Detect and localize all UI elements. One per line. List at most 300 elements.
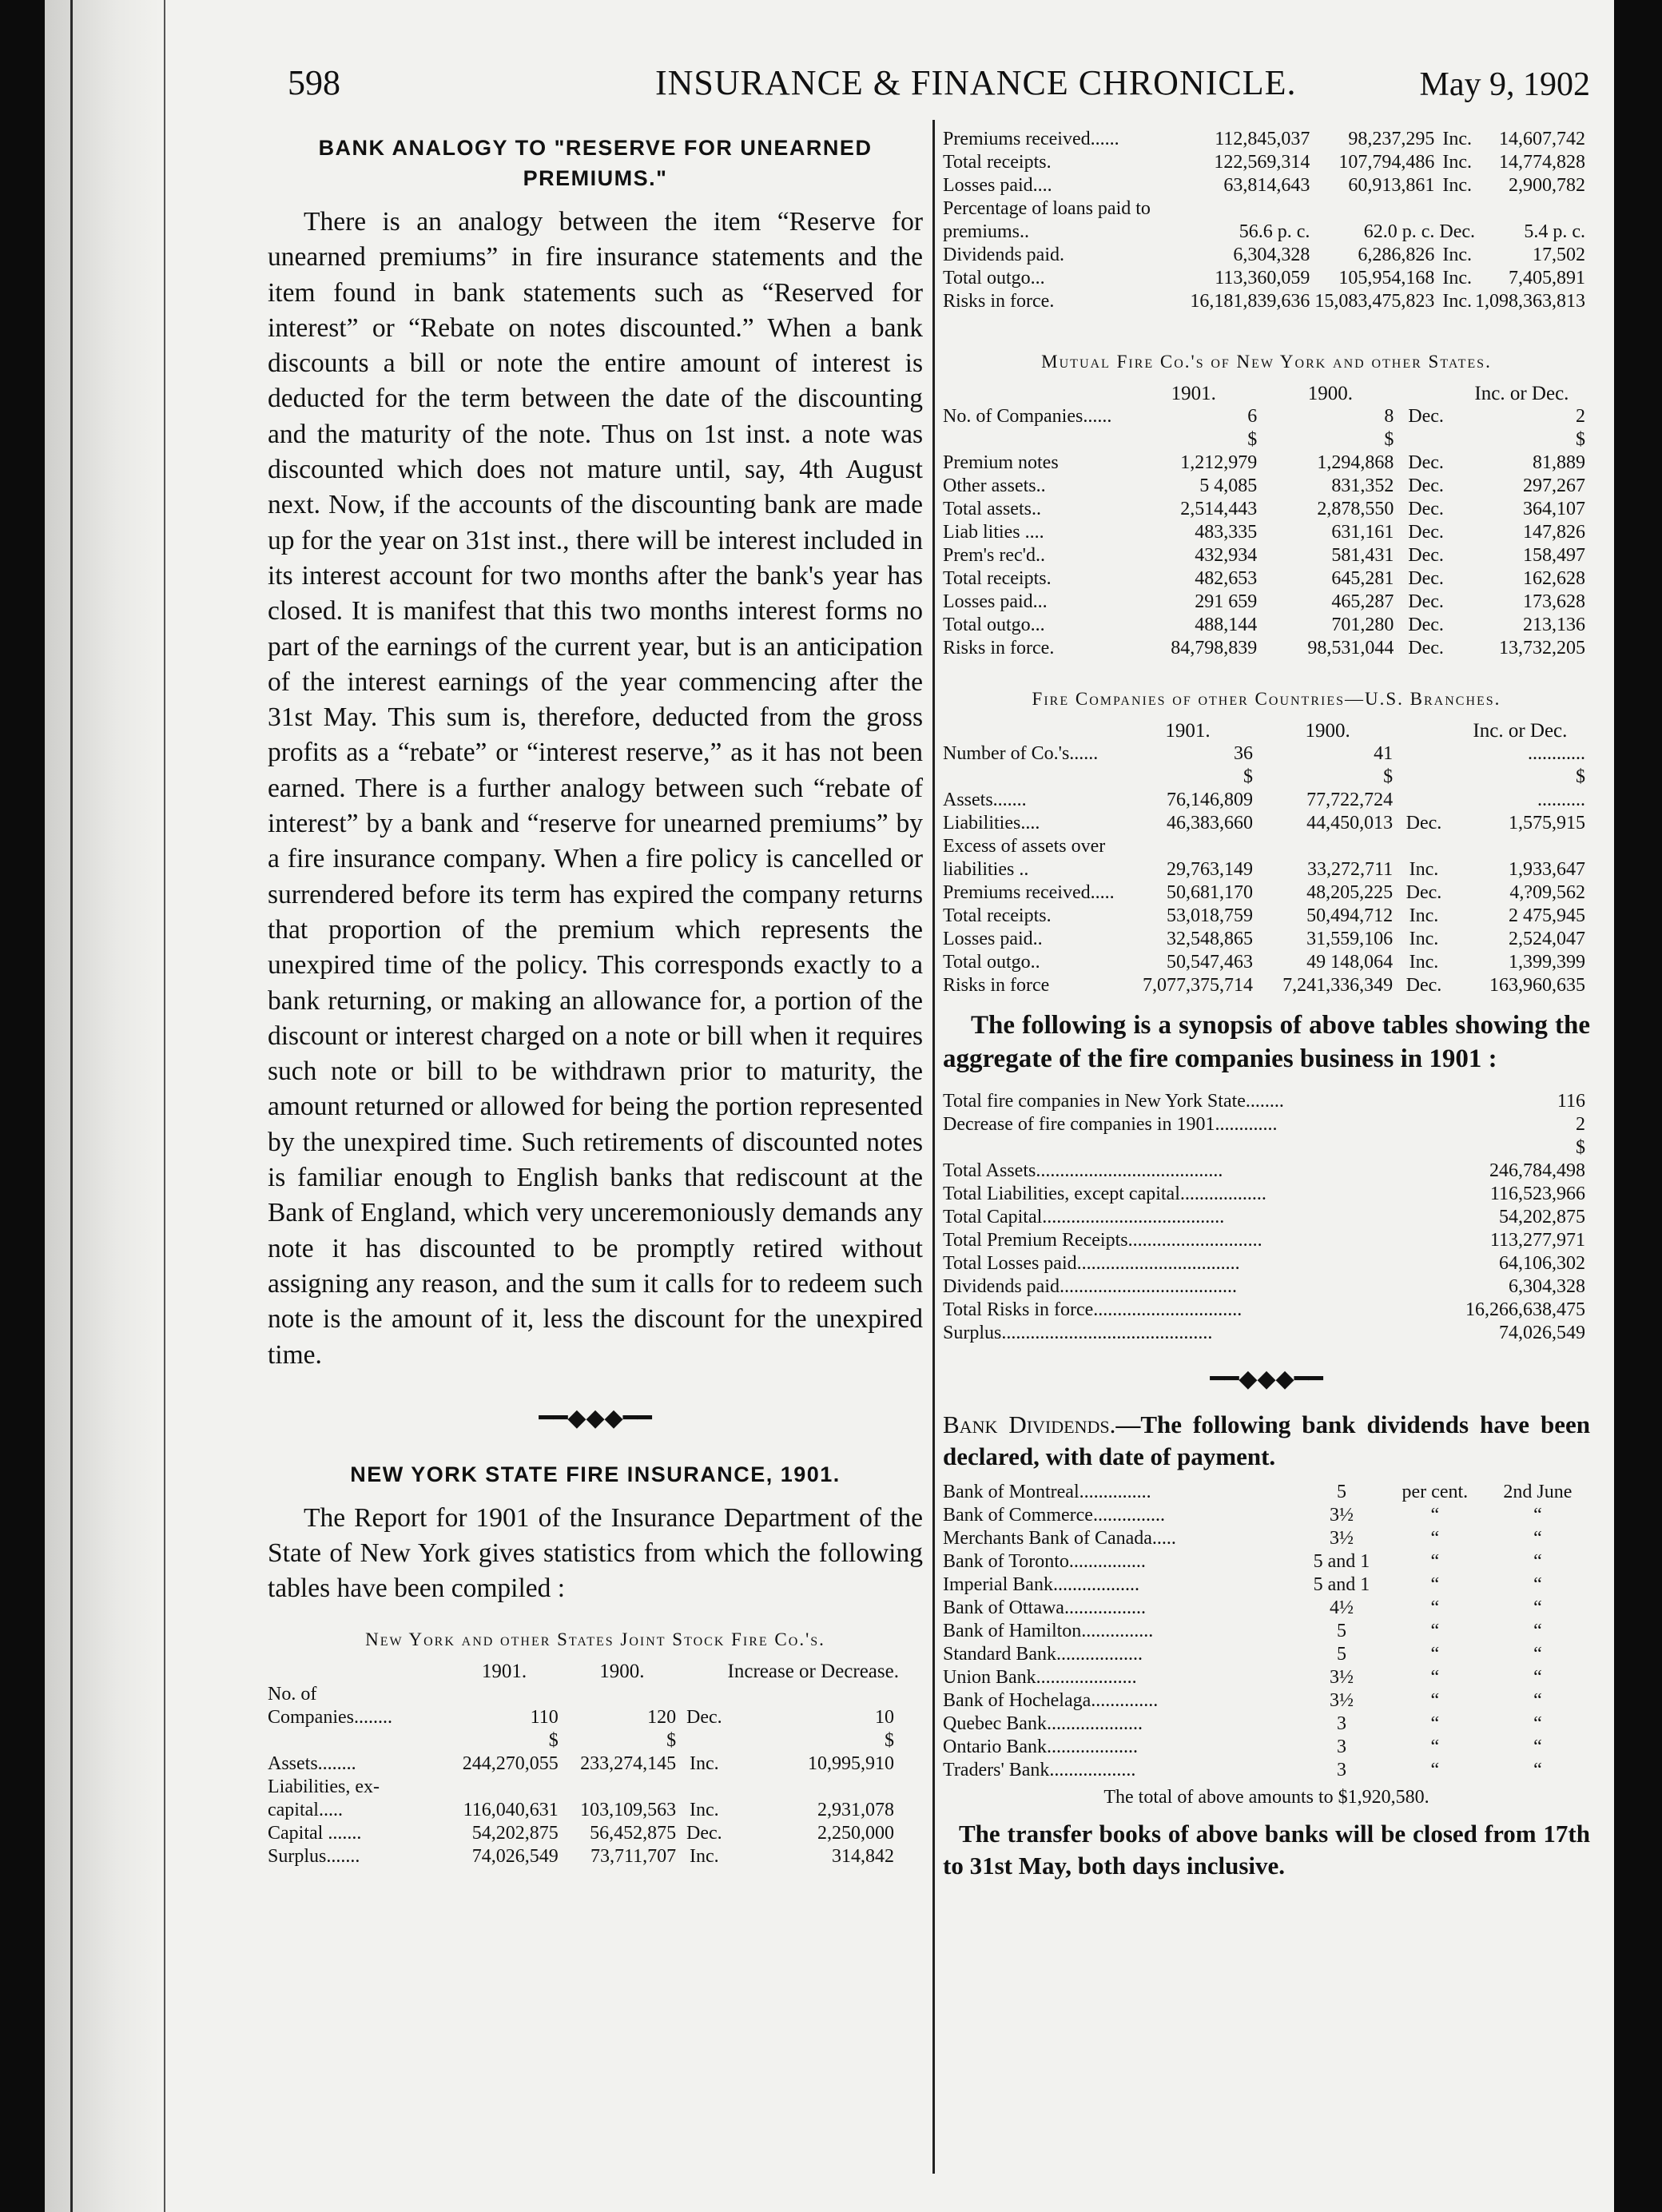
table-cell: Dec. (1408, 591, 1444, 612)
table-cell: “ (1533, 1737, 1542, 1757)
article-heading: NEW YORK STATE FIRE INSURANCE, 1901. (350, 1462, 841, 1486)
table-title: Mutual Fire Co.'s of New York and other States. (1041, 352, 1492, 372)
table-row (943, 1736, 1590, 1759)
row-label: Surplus....... (268, 1845, 360, 1867)
column-header: Increase or Decrease. (727, 1660, 899, 1682)
row-label: Losses paid... (943, 591, 1048, 612)
row-label: Capital ....... (268, 1822, 362, 1844)
table-cell: 14,774,828 (1499, 152, 1585, 173)
table-row (943, 1597, 1590, 1620)
page-binding-edge (0, 0, 45, 2212)
table-cell: “ (1430, 1597, 1440, 1618)
table-cell: 5 (1336, 1644, 1346, 1665)
table-row (943, 1527, 1590, 1550)
table-cell: 3 (1336, 1737, 1346, 1757)
table-cell: 5 and 1 (1313, 1551, 1370, 1572)
table-cell: 831,352 (1331, 475, 1394, 496)
table-cell: .......... (1537, 790, 1585, 810)
table-row (943, 1666, 1590, 1689)
table-title: New York and other States Joint Stock Fire Co.'s. (365, 1629, 825, 1649)
table-row (943, 591, 1590, 614)
table-row (943, 544, 1590, 567)
table-cell: Inc. (1409, 952, 1439, 973)
table-cell (1398, 766, 1450, 789)
table-cell: 364,107 (1523, 499, 1585, 519)
table-row (268, 1683, 899, 1729)
table-row (943, 1183, 1590, 1206)
table-cell: “ (1430, 1505, 1440, 1526)
table-cell: 50,547,463 (1167, 952, 1254, 973)
table-row (943, 1090, 1590, 1113)
table-cell: 32,548,865 (1167, 929, 1254, 949)
table-cell: Inc. (690, 1799, 719, 1820)
column-header: 1900. (1305, 720, 1350, 742)
table-cell: 64,106,302 (1499, 1253, 1585, 1274)
table-cell: 76,146,809 (1167, 790, 1254, 810)
row-label: Total fire companies in New York State........ (943, 1091, 1284, 1112)
row-label: Total Liabilities, except capital.................. (943, 1184, 1266, 1204)
table-row (943, 812, 1590, 835)
table-cell: 5 (1336, 1621, 1346, 1641)
table-row (943, 928, 1590, 951)
table-cell: Dec. (686, 1822, 722, 1844)
table-cell: Dec. (1408, 638, 1444, 658)
dividends-intro (943, 1409, 1590, 1473)
table-cell: 17,502 (1533, 245, 1585, 265)
table-cell: Dec. (1408, 522, 1444, 543)
table-cell: 116 (1557, 1091, 1585, 1112)
table-cell: 297,267 (1523, 475, 1585, 496)
stats-table (268, 1660, 899, 1868)
table-cell: 2,931,078 (817, 1799, 894, 1820)
table-cell (1398, 789, 1450, 812)
table-cell: 84,798,839 (1171, 638, 1258, 658)
column-header (943, 382, 1125, 405)
column-header (1398, 382, 1453, 405)
table-row (268, 1845, 899, 1868)
row-label (943, 766, 1118, 789)
row-label: Bank of Hochelaga.............. (943, 1690, 1159, 1711)
table-cell: 4½ (1329, 1597, 1354, 1618)
table-row (943, 881, 1590, 905)
table-cell: “ (1430, 1551, 1440, 1572)
column-divider (932, 120, 935, 2174)
table-row (943, 1252, 1590, 1275)
table-cell: 1,212,979 (1180, 452, 1258, 473)
row-label: Liab lities .... (943, 522, 1044, 543)
row-label: Standard Bank.................. (943, 1644, 1143, 1665)
right-column (943, 128, 1590, 1882)
table-row (943, 1504, 1590, 1527)
table-cell: “ (1533, 1690, 1542, 1711)
page-number: 598 (288, 63, 340, 102)
table-row (943, 835, 1590, 881)
row-label: Total Premium Receipts............................ (943, 1230, 1262, 1251)
table-cell: “ (1533, 1551, 1542, 1572)
row-label: Bank of Ottawa................. (943, 1597, 1146, 1618)
table-cell: $ (1247, 429, 1258, 450)
table-cell (1398, 742, 1450, 766)
row-label: Assets........ (268, 1752, 356, 1774)
table-cell: 5 4,085 (1199, 475, 1258, 496)
table-row (943, 614, 1590, 637)
table-cell: 291 659 (1195, 591, 1258, 612)
table-row (943, 1160, 1590, 1183)
table-cell: “ (1533, 1760, 1542, 1780)
table-cell: 2,900,782 (1509, 175, 1585, 196)
table-row (268, 1729, 899, 1752)
table-cell: 2,250,000 (817, 1822, 894, 1844)
table-row (943, 742, 1590, 766)
table-row (943, 1550, 1590, 1573)
column-header: Inc. or Dec. (1473, 720, 1568, 742)
column-header: 1900. (1307, 383, 1353, 404)
table-cell: Dec. (686, 1706, 722, 1728)
dividends-table (943, 1481, 1590, 1782)
table-cell: 53,018,759 (1167, 905, 1254, 926)
table-row (268, 1776, 899, 1822)
table-cell: 116,523,966 (1489, 1184, 1585, 1204)
table-row (268, 1822, 899, 1845)
table-cell: 1,399,399 (1509, 952, 1585, 973)
row-label: Total Capital...................................... (943, 1207, 1225, 1227)
row-label: Bank of Commerce............... (943, 1505, 1165, 1526)
table-cell: “ (1430, 1690, 1440, 1711)
row-label: Ontario Bank................... (943, 1737, 1138, 1757)
table-row (943, 521, 1590, 544)
row-label: Surplus............................................ (943, 1323, 1213, 1343)
table-cell: “ (1430, 1644, 1440, 1665)
table-cell: “ (1533, 1574, 1542, 1595)
row-label: Traders' Bank.................. (943, 1760, 1136, 1780)
table-cell: $ (1384, 429, 1394, 450)
table-cell: 213,136 (1523, 615, 1585, 635)
table-cell: Inc. (1409, 929, 1439, 949)
table-cell: $ (666, 1729, 677, 1751)
table-cell: 103,109,563 (580, 1799, 677, 1820)
table-cell: 246,784,498 (1489, 1160, 1585, 1181)
table-cell: “ (1533, 1597, 1542, 1618)
table-cell: 16,266,638,475 (1465, 1299, 1585, 1320)
table-cell: 2,524,047 (1509, 929, 1585, 949)
table-cell: 98,531,044 (1307, 638, 1394, 658)
table-cell: 10 (875, 1706, 894, 1728)
table-cell: “ (1533, 1713, 1542, 1734)
row-label: Quebec Bank.................... (943, 1713, 1143, 1734)
table-cell: 3½ (1329, 1505, 1354, 1526)
table-cell: 116,040,631 (463, 1799, 559, 1820)
table-cell: 488,144 (1195, 615, 1258, 635)
table-cell: Dec. (1439, 221, 1475, 242)
binding-line (70, 0, 73, 2212)
table-cell: $ (1576, 429, 1585, 450)
left-column (268, 128, 923, 1868)
row-label: Total receipts. (943, 905, 1052, 926)
table-cell: 63,814,643 (1223, 175, 1310, 196)
table-row (943, 151, 1590, 174)
table-cell: 113,277,971 (1489, 1230, 1585, 1251)
table-cell: 4,?09,562 (1509, 882, 1585, 903)
table-cell: 44,450,013 (1306, 813, 1394, 833)
table-cell: 483,335 (1195, 522, 1258, 543)
table-row (943, 1299, 1590, 1322)
table-row (943, 174, 1590, 197)
column-header (1398, 719, 1450, 742)
table-cell: Dec. (1408, 545, 1444, 566)
table-cell: 701,280 (1331, 615, 1394, 635)
table-row (943, 1113, 1590, 1136)
table-cell: “ (1533, 1528, 1542, 1549)
table-cell: 314,842 (832, 1845, 894, 1867)
table-cell (681, 1729, 727, 1752)
table-header-row (943, 719, 1590, 742)
table-cell: 3 (1336, 1760, 1346, 1780)
table-cell: “ (1533, 1621, 1542, 1641)
table-cell: 158,497 (1523, 545, 1585, 566)
table-cell: 2 (1576, 406, 1585, 427)
row-label: Total Losses paid.................................. (943, 1253, 1240, 1274)
column-header: 1901. (1171, 383, 1216, 404)
column-header (681, 1660, 727, 1683)
table-cell: 1,575,915 (1509, 813, 1585, 833)
table-cell: 50,494,712 (1306, 905, 1394, 926)
table-row (943, 951, 1590, 974)
table-cell: ............ (1528, 743, 1585, 764)
table-cell: 50,681,170 (1167, 882, 1254, 903)
table-cell: 482,653 (1195, 568, 1258, 589)
table-cell: 49 148,064 (1306, 952, 1394, 973)
table-cell: 16,181,839,636 (1190, 291, 1310, 312)
table-row (943, 290, 1590, 313)
table-cell: 54,202,875 (1499, 1207, 1585, 1227)
row-label: Total outgo.. (943, 952, 1040, 973)
table-cell: 6 (1247, 406, 1258, 427)
table-header-row (268, 1660, 899, 1683)
table-cell: 2,878,550 (1317, 499, 1394, 519)
row-label: Total Assets....................................... (943, 1160, 1223, 1181)
table-cell: $ (548, 1729, 559, 1751)
column-header: 1900. (599, 1660, 645, 1682)
table-cell: Dec. (1408, 406, 1444, 427)
table-cell: Inc. (1442, 291, 1472, 312)
table-row (943, 428, 1590, 452)
table-cell: 3½ (1329, 1667, 1354, 1688)
table-row (943, 766, 1590, 789)
table-cell: 120 (647, 1706, 677, 1728)
table-cell: Inc. (1442, 245, 1472, 265)
table-cell: 147,826 (1523, 522, 1585, 543)
issue-date: May 9, 1902 (1419, 66, 1590, 103)
article-body: There is an analogy between the item “Reserve for unearned premiums” in fire insurance statements and the item found in bank statements such as “Reserved for interest” or “Rebate on notes discounted.” When a bank discounts a bill or note the entire amount of interest is deducted for the term between the date of the discounting and the maturity of the note. Thus on 1st inst. a note was discounted which does not mature until, say, 4th August next. Now, if the accounts of the discounting bank are made up for the year on 31st inst., there will be interest included in its interest account for two months after the bank's year has closed. It is manifest that this two months interest forms no part of the earnings of the current year, but is an anticipation of the interest earnings of the year commencing after the 31st May. This sum is, therefore, deducted from the gross profits as a “rebate” or “interest reserve,” as it has not been earned. There is a further analogy between such “rebate of interest” by a bank and “reserve for unearned premiums” by a fire insurance company. When a fire policy is cancelled or surrendered before its term has expired the company returns that proportion of the premium which represents the unexpired time of the policy. This corresponds exactly to a bank returning, or making an allowance for, a portion of the discount or interest charged on a note or bill when it requires such note or bill to be withdrawn prior to maturity, the amount returned or allowed for being the portion represented by the unexpired time. Such retirements of discounted notes is familiar enough to English banks that rediscount at the Bank of England, which very unceremoniously demands any note it has discounted to be promptly retired without assigning any reason, and the sum it calls for to redeem such note is the amount of it, less the discount for the unexpired time. (268, 207, 923, 1370)
column-header (268, 1660, 445, 1683)
dividends-text: —The following bank dividends have been declared, with date of payment. (943, 1410, 1590, 1470)
row-label: Losses paid.. (943, 929, 1043, 949)
table-cell: “ (1430, 1713, 1440, 1734)
table-cell: 110 (530, 1706, 559, 1728)
row-label: Liabilities.... (943, 813, 1040, 833)
table-cell: 631,161 (1331, 522, 1394, 543)
table-row (943, 1689, 1590, 1713)
binding-line (164, 0, 165, 2212)
table-cell: $ (1576, 1137, 1585, 1158)
stats-table-continued (943, 128, 1590, 313)
table-cell: 74,026,549 (1499, 1323, 1585, 1343)
table-row (943, 1759, 1590, 1782)
row-label: Losses paid.... (943, 175, 1052, 196)
table-cell: 2nd June (1503, 1482, 1573, 1502)
table-cell: 432,934 (1195, 545, 1258, 566)
table-row (943, 1573, 1590, 1597)
column-header: Inc. or Dec. (1474, 383, 1569, 404)
row-label: Merchants Bank of Canada..... (943, 1528, 1176, 1549)
table-cell: Dec. (1406, 882, 1442, 903)
table-row (943, 405, 1590, 428)
table-cell: Dec. (1408, 499, 1444, 519)
dividends-lead: Bank Dividends. (943, 1410, 1116, 1438)
table-cell: 7,077,375,714 (1143, 975, 1254, 996)
table-cell: $ (1243, 766, 1254, 787)
row-label: Total outgo... (943, 268, 1045, 288)
row-label: No. of Companies........ (268, 1683, 392, 1728)
table-cell: 5 (1336, 1482, 1346, 1502)
table-cell: Inc. (1442, 152, 1472, 173)
table-cell: 41 (1374, 743, 1394, 764)
row-label: Percentage of loans paid to premiums.. (943, 198, 1151, 242)
table-cell: Inc. (1442, 175, 1472, 196)
table-cell: “ (1430, 1574, 1440, 1595)
row-label (268, 1729, 445, 1752)
table-cell: 56,452,875 (590, 1822, 677, 1844)
row-label: Other assets.. (943, 475, 1046, 496)
row-label: Total receipts. (943, 152, 1052, 173)
table-cell: 33,272,711 (1307, 859, 1394, 880)
table-cell: “ (1533, 1644, 1542, 1665)
table-row (943, 789, 1590, 812)
table-cell: Dec. (1408, 568, 1444, 589)
table-cell: 233,274,145 (580, 1752, 677, 1774)
row-label: Total outgo... (943, 615, 1045, 635)
table-row (943, 267, 1590, 290)
table-row (943, 128, 1590, 151)
table-cell: 112,845,037 (1215, 129, 1310, 149)
table-cell: 10,995,910 (808, 1752, 894, 1774)
table-cell: Inc. (1409, 905, 1439, 926)
table-row (943, 1136, 1590, 1160)
table-cell: 1,933,647 (1509, 859, 1585, 880)
article-body: The Report for 1901 of the Insurance Department of the State of New York gives statistics from which the following tables have been compiled : (268, 1502, 923, 1604)
row-label: Risks in force. (943, 638, 1055, 658)
table-title: Fire Companies of other Countries—U.S. Branches. (1032, 689, 1501, 709)
table-row (943, 637, 1590, 660)
stats-table (943, 719, 1590, 997)
table-cell: 29,763,149 (1167, 859, 1254, 880)
table-cell: 1,098,363,813 (1475, 291, 1585, 312)
journal-title: INSURANCE & FINANCE CHRONICLE. (655, 63, 1297, 102)
page-right-edge (1614, 0, 1662, 2212)
table-cell: 645,281 (1331, 568, 1394, 589)
row-label: Excess of assets over liabilities .. (943, 836, 1106, 880)
table-row (943, 974, 1590, 997)
table-cell: 581,431 (1331, 545, 1394, 566)
table-cell: 113,360,059 (1215, 268, 1310, 288)
row-label: Prem's rec'd.. (943, 545, 1045, 566)
table-cell: Dec. (1406, 975, 1442, 996)
table-cell: 77,722,724 (1306, 790, 1394, 810)
table-row (943, 452, 1590, 475)
row-label: Total receipts. (943, 568, 1052, 589)
table-cell: $ (885, 1729, 894, 1751)
table-cell: “ (1430, 1621, 1440, 1641)
table-cell: 1,294,868 (1317, 452, 1394, 473)
table-cell: 162,628 (1523, 568, 1585, 589)
table-cell: 105,954,168 (1338, 268, 1435, 288)
table-cell: 6,304,328 (1233, 245, 1310, 265)
table-cell: 5.4 p. c. (1524, 221, 1585, 242)
table-cell: 107,794,486 (1338, 152, 1435, 173)
ornament-divider: ━━◆◆◆━━ (539, 1404, 652, 1431)
row-label: Assets....... (943, 790, 1027, 810)
table-cell: Inc. (690, 1845, 719, 1867)
row-label: Union Bank..................... (943, 1667, 1137, 1688)
row-label: Bank of Toronto................ (943, 1551, 1146, 1572)
table-header-row (943, 382, 1590, 405)
table-cell: 60,913,861 (1348, 175, 1435, 196)
table-cell: $ (1576, 766, 1585, 787)
table-cell: 48,205,225 (1306, 882, 1394, 903)
row-label: Decrease of fire companies in 1901............. (943, 1114, 1278, 1135)
table-row (943, 1481, 1590, 1504)
table-row (943, 1322, 1590, 1345)
table-cell: 465,287 (1331, 591, 1394, 612)
table-cell: 81,889 (1533, 452, 1585, 473)
row-label (943, 1136, 1417, 1160)
row-label (943, 428, 1125, 452)
table-row (268, 1752, 899, 1776)
row-label: No. of Companies...... (943, 406, 1112, 427)
table-cell: 8 (1384, 406, 1394, 427)
row-label: Liabilities, ex-capital..... (268, 1776, 380, 1820)
row-label: Premium notes (943, 452, 1059, 473)
table-row (943, 244, 1590, 267)
table-row (943, 475, 1590, 498)
table-row (943, 1206, 1590, 1229)
article-heading: BANK ANALOGY TO "RESERVE FOR UNEARNED PREMIUMS." (318, 136, 873, 190)
table-cell: “ (1430, 1737, 1440, 1757)
table-cell: “ (1533, 1667, 1542, 1688)
dividends-total: The total of above amounts to $1,920,580. (1103, 1787, 1429, 1808)
row-label: Dividends paid. (943, 245, 1064, 265)
closing-notice: The transfer books of above banks will be closed from 17th to 31st May, both days inclusive. (943, 1820, 1590, 1880)
table-cell: 56.6 p. c. (1239, 221, 1310, 242)
row-label: Risks in force. (943, 291, 1055, 312)
row-label: Dividends paid..................................... (943, 1276, 1237, 1297)
table-cell: Dec. (1408, 475, 1444, 496)
table-cell: 244,270,055 (462, 1752, 559, 1774)
table-cell: “ (1430, 1528, 1440, 1549)
stats-table (943, 382, 1590, 660)
table-cell: 73,711,707 (590, 1845, 677, 1867)
table-row (943, 498, 1590, 521)
table-cell: 46,383,660 (1167, 813, 1254, 833)
table-row (943, 1229, 1590, 1252)
synopsis-table (943, 1090, 1590, 1345)
table-cell: “ (1430, 1760, 1440, 1780)
table-cell: Inc. (690, 1752, 719, 1774)
row-label: Total Risks in force............................... (943, 1299, 1243, 1320)
table-cell: “ (1430, 1667, 1440, 1688)
table-cell: 13,732,205 (1499, 638, 1585, 658)
table-cell: 5 and 1 (1313, 1574, 1370, 1595)
